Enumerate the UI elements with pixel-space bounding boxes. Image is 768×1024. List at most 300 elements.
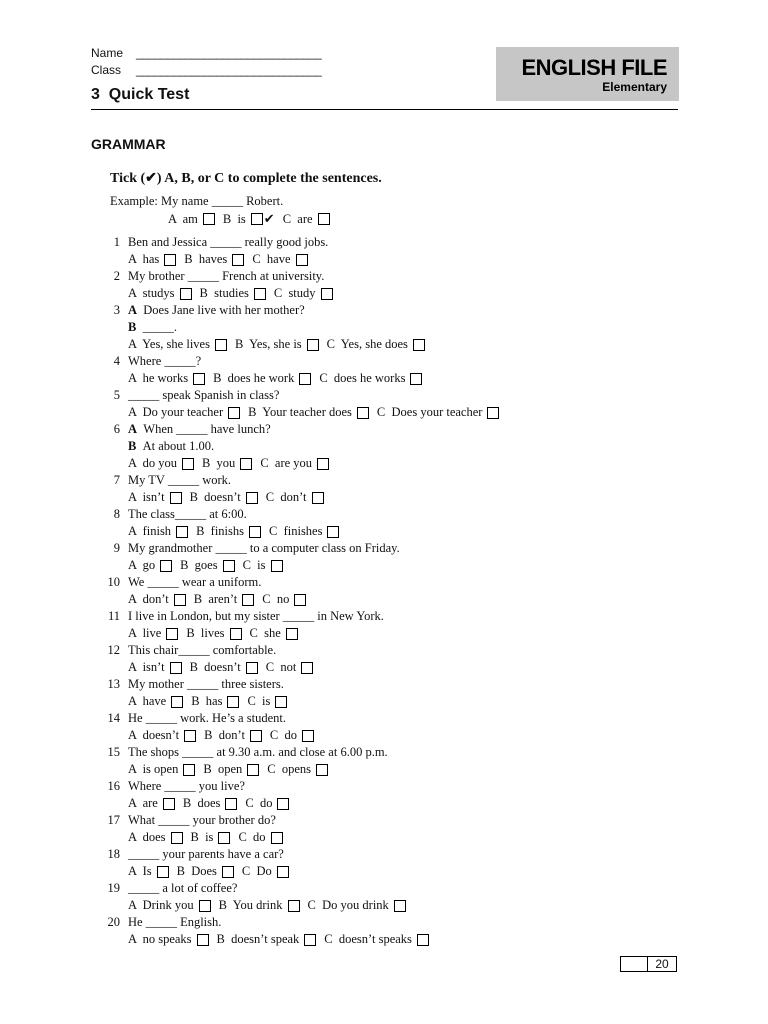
- option-label: C Yes, she does: [326, 337, 408, 351]
- option-c: [269, 523, 339, 540]
- question-line: [100, 438, 700, 455]
- question-text: [128, 302, 305, 319]
- option-c: [274, 285, 333, 302]
- question-12: [100, 642, 700, 676]
- option-label: A does: [128, 830, 166, 844]
- question-6: [100, 421, 700, 472]
- instructions: Tick (✔) A, B, or C to complete the sentences.: [110, 171, 382, 186]
- checkbox[interactable]: [193, 373, 205, 385]
- question-number: 9: [113, 541, 120, 555]
- checkbox[interactable]: [170, 492, 182, 504]
- checkbox[interactable]: [312, 492, 324, 504]
- checkbox[interactable]: [157, 866, 169, 878]
- answer-options: [128, 489, 332, 506]
- question-number: 11: [107, 609, 120, 623]
- checkbox[interactable]: [228, 407, 240, 419]
- option-label: B aren’t: [193, 592, 238, 606]
- question-line: [100, 642, 700, 659]
- logo-subtitle: Elementary: [602, 80, 667, 94]
- checkbox[interactable]: [247, 764, 259, 776]
- question-text: [128, 676, 284, 693]
- checkbox[interactable]: [163, 798, 175, 810]
- checkbox[interactable]: [182, 458, 194, 470]
- option-label: B Your teacher does: [248, 405, 352, 419]
- question-line: [100, 778, 700, 795]
- checkbox[interactable]: [254, 288, 266, 300]
- checkbox[interactable]: [413, 339, 425, 351]
- option-b: [200, 285, 266, 302]
- question-text: [128, 438, 214, 455]
- question-number: 20: [107, 915, 120, 929]
- question-text: [128, 472, 231, 489]
- option-label: A don’t: [128, 592, 169, 606]
- checkbox[interactable]: [307, 339, 319, 351]
- option-label: B Yes, she is: [234, 337, 302, 351]
- sentence: My mother _____ three sisters.: [128, 677, 284, 691]
- checkbox[interactable]: [170, 662, 182, 674]
- option-label: C study: [273, 286, 316, 300]
- option-a: [128, 795, 175, 812]
- checkbox[interactable]: [327, 526, 339, 538]
- option-a: [128, 829, 183, 846]
- question-text: [128, 268, 324, 285]
- option-b: [196, 523, 261, 540]
- checkbox[interactable]: [203, 213, 215, 225]
- option-label: B Does: [176, 864, 217, 878]
- option-label: C are you: [260, 456, 313, 470]
- option-b: [219, 897, 300, 914]
- answer-options: [128, 897, 414, 914]
- option-b: [191, 829, 231, 846]
- checkbox[interactable]: [277, 866, 289, 878]
- option-a: [128, 251, 176, 268]
- question-number: 10: [107, 575, 120, 589]
- checkbox[interactable]: [299, 373, 311, 385]
- question-text: [128, 778, 245, 795]
- checkbox[interactable]: [316, 764, 328, 776]
- checkbox[interactable]: [250, 730, 262, 742]
- question-number: 14: [107, 711, 120, 725]
- checkbox[interactable]: [251, 213, 263, 225]
- question-line: [100, 506, 700, 523]
- option-a: [128, 591, 186, 608]
- name-blank-line: ______________________________: [136, 46, 322, 60]
- option-b: [180, 557, 235, 574]
- question-text: [128, 812, 276, 829]
- question-17: [100, 812, 700, 846]
- checkbox[interactable]: [394, 900, 406, 912]
- option-label: C finishes: [269, 524, 323, 538]
- option-label: A is open: [128, 762, 179, 776]
- option-b: [190, 659, 258, 676]
- option-label: A finish: [128, 524, 172, 538]
- question-text: [128, 540, 400, 557]
- option-label: B doesn’t: [189, 660, 241, 674]
- options-line: [100, 370, 700, 387]
- options-line: [100, 557, 700, 574]
- option-c: [270, 727, 314, 744]
- question-text: [128, 846, 284, 863]
- option-label: A go: [128, 558, 156, 572]
- option-c: [245, 795, 289, 812]
- options-line: [100, 897, 700, 914]
- checkbox[interactable]: [246, 492, 258, 504]
- checkbox[interactable]: [271, 832, 283, 844]
- options-line: [100, 693, 700, 710]
- checkbox[interactable]: [246, 662, 258, 674]
- speaker-label: B: [128, 439, 137, 453]
- option-c: [327, 336, 425, 353]
- option-c: [247, 693, 287, 710]
- question-number: 2: [113, 269, 120, 283]
- checkbox[interactable]: [318, 213, 330, 225]
- option-c: [252, 251, 307, 268]
- option-label: A do you: [128, 456, 177, 470]
- option-label: B finishs: [196, 524, 244, 538]
- option-c: [238, 829, 282, 846]
- checkbox[interactable]: [197, 934, 209, 946]
- checkbox[interactable]: [321, 288, 333, 300]
- checkbox[interactable]: [160, 560, 172, 572]
- checkbox[interactable]: [227, 696, 239, 708]
- option-c: [308, 897, 406, 914]
- question-text: [128, 914, 221, 931]
- checkbox[interactable]: [304, 934, 316, 946]
- question-18: [100, 846, 700, 880]
- checkbox[interactable]: [240, 458, 252, 470]
- sentence: _____ speak Spanish in class?: [128, 388, 280, 402]
- option-b: [217, 931, 317, 948]
- options-line: [100, 455, 700, 472]
- checkbox[interactable]: [174, 594, 186, 606]
- question-text: [128, 574, 261, 591]
- sentence: Where _____?: [128, 354, 202, 368]
- checkbox[interactable]: [288, 900, 300, 912]
- question-9: [100, 540, 700, 574]
- speaker-label: A: [128, 422, 138, 436]
- answer-options: [128, 251, 316, 268]
- option-label: A has: [128, 252, 160, 266]
- option-label: B is: [190, 830, 214, 844]
- option-b: [203, 761, 259, 778]
- example-option-a: A am: [168, 212, 215, 227]
- question-line: [100, 234, 700, 251]
- option-b: [184, 251, 244, 268]
- option-label: A have: [128, 694, 167, 708]
- question-number: 3: [113, 303, 120, 317]
- question-11: [100, 608, 700, 642]
- option-c: [250, 625, 298, 642]
- sentence: I live in London, but my sister _____ in New York.: [128, 609, 384, 623]
- option-a: [128, 404, 240, 421]
- checkbox[interactable]: [271, 560, 283, 572]
- sentence: The shops _____ at 9.30 a.m. and close at 6.00 p.m.: [128, 745, 388, 759]
- option-label: A live: [128, 626, 162, 640]
- option-label: C don’t: [265, 490, 307, 504]
- option-b: [183, 795, 238, 812]
- question-number: 6: [113, 422, 120, 436]
- option-b: [186, 625, 241, 642]
- question-16: [100, 778, 700, 812]
- question-19: [100, 880, 700, 914]
- option-label: B You drink: [218, 898, 283, 912]
- answer-options: [128, 557, 291, 574]
- option-c: [324, 931, 429, 948]
- section-heading: GRAMMAR: [91, 136, 166, 152]
- answer-options: [128, 455, 337, 472]
- answer-options: [128, 693, 295, 710]
- option-label: C do: [238, 830, 266, 844]
- question-7: [100, 472, 700, 506]
- question-text: [128, 319, 177, 336]
- option-c: [319, 370, 422, 387]
- checkbox[interactable]: [171, 696, 183, 708]
- option-label: A Yes, she lives: [128, 337, 210, 351]
- checkbox[interactable]: [277, 798, 289, 810]
- sentence: My grandmother _____ to a computer class on Friday.: [128, 541, 400, 555]
- answer-options: [128, 795, 297, 812]
- option-label: B goes: [180, 558, 218, 572]
- answer-options: [128, 523, 347, 540]
- options-line: [100, 251, 700, 268]
- checkbox[interactable]: [164, 254, 176, 266]
- option-a: [128, 693, 183, 710]
- name-field-row: [91, 45, 321, 62]
- checkbox[interactable]: [176, 526, 188, 538]
- answer-options: [128, 591, 314, 608]
- option-label: C does he works: [319, 371, 406, 385]
- question-number: 13: [107, 677, 120, 691]
- sentence: The class_____ at 6:00.: [128, 507, 247, 521]
- question-line: [100, 319, 700, 336]
- options-line: [100, 285, 700, 302]
- sentence: When _____ have lunch?: [143, 422, 271, 436]
- option-a: [128, 625, 178, 642]
- option-label: A isn’t: [128, 660, 165, 674]
- options-line: [100, 404, 700, 421]
- options-line: [100, 489, 700, 506]
- question-number: 16: [107, 779, 120, 793]
- option-a: [128, 659, 182, 676]
- option-b: [248, 404, 369, 421]
- question-line: [100, 914, 700, 931]
- sentence: This chair_____ comfortable.: [128, 643, 277, 657]
- answer-options: [128, 659, 321, 676]
- option-label: B doesn’t speak: [216, 932, 300, 946]
- checkbox[interactable]: [230, 628, 242, 640]
- english-file-logo: [496, 47, 679, 101]
- checkbox[interactable]: [183, 764, 195, 776]
- example-sentence: Example: My name _____ Robert.: [110, 194, 284, 208]
- option-c: [267, 761, 328, 778]
- option-label: B haves: [184, 252, 228, 266]
- name-label: Name: [91, 46, 124, 60]
- checkbox[interactable]: [180, 288, 192, 300]
- question-line: [100, 710, 700, 727]
- option-b: [191, 693, 239, 710]
- option-b: [177, 863, 234, 880]
- question-4: [100, 353, 700, 387]
- checkbox[interactable]: [286, 628, 298, 640]
- page-number-box: [620, 956, 677, 972]
- checkbox[interactable]: [171, 832, 183, 844]
- checkbox[interactable]: [417, 934, 429, 946]
- class-field-row: [91, 62, 321, 79]
- option-label: B you: [201, 456, 236, 470]
- checkbox[interactable]: [215, 339, 227, 351]
- option-label: B studies: [199, 286, 249, 300]
- sentence: Where _____ you live?: [128, 779, 245, 793]
- options-line: [100, 795, 700, 812]
- options-line: [100, 336, 700, 353]
- option-label: B does he work: [213, 371, 295, 385]
- option-b: [213, 370, 311, 387]
- question-8: [100, 506, 700, 540]
- speaker-label: B: [128, 320, 137, 334]
- question-1: [100, 234, 700, 268]
- options-line: [100, 931, 700, 948]
- option-a: [128, 489, 182, 506]
- question-20: [100, 914, 700, 948]
- answer-options: [128, 761, 336, 778]
- option-label: B lives: [186, 626, 225, 640]
- checkbox[interactable]: [487, 407, 499, 419]
- question-line: [100, 846, 700, 863]
- option-c: [266, 659, 314, 676]
- option-label: C opens: [267, 762, 311, 776]
- question-line: [100, 574, 700, 591]
- question-number: 18: [107, 847, 120, 861]
- option-c: [242, 863, 289, 880]
- checkbox[interactable]: [249, 526, 261, 538]
- checkbox[interactable]: [296, 254, 308, 266]
- checkbox[interactable]: [232, 254, 244, 266]
- question-text: [128, 710, 286, 727]
- option-c: [266, 489, 324, 506]
- question-number: 8: [113, 507, 120, 521]
- option-a: [128, 931, 209, 948]
- option-a: [128, 557, 172, 574]
- options-line: [100, 591, 700, 608]
- question-14: [100, 710, 700, 744]
- option-label: C have: [252, 252, 291, 266]
- question-line: [100, 812, 700, 829]
- question-number: 12: [107, 643, 120, 657]
- options-line: [100, 829, 700, 846]
- checkbox[interactable]: [218, 832, 230, 844]
- question-line: [100, 472, 700, 489]
- option-label: A studys: [128, 286, 175, 300]
- question-number: 7: [113, 473, 120, 487]
- checkbox[interactable]: [223, 560, 235, 572]
- option-label: A are: [128, 796, 158, 810]
- question-line: [100, 540, 700, 557]
- option-c: [260, 455, 329, 472]
- answer-options: [128, 404, 507, 421]
- question-text: [128, 506, 247, 523]
- class-blank-line: ______________________________: [136, 63, 322, 77]
- option-b: [194, 591, 255, 608]
- question-text: [128, 421, 271, 438]
- sentence: Ben and Jessica _____ really good jobs.: [128, 235, 329, 249]
- checkbox[interactable]: [301, 662, 313, 674]
- option-b: [204, 727, 262, 744]
- option-a: [128, 727, 196, 744]
- sentence: We _____ wear a uniform.: [128, 575, 262, 589]
- option-a: [128, 336, 227, 353]
- option-label: B does: [182, 796, 221, 810]
- option-a: [128, 523, 188, 540]
- sentence: Does Jane live with her mother?: [143, 303, 305, 317]
- question-line: [100, 387, 700, 404]
- answer-options: [128, 285, 341, 302]
- example-option-c: C are: [283, 212, 330, 227]
- option-a: [128, 863, 169, 880]
- answer-options: [128, 336, 433, 353]
- option-label: C not: [265, 660, 297, 674]
- option-a: [128, 761, 195, 778]
- option-label: B open: [203, 762, 243, 776]
- option-label: C is: [242, 558, 266, 572]
- page-title: 3 Quick Test: [91, 86, 190, 103]
- question-number: 19: [107, 881, 120, 895]
- checkbox[interactable]: [294, 594, 306, 606]
- option-a: [128, 370, 205, 387]
- option-label: A doesn’t: [128, 728, 180, 742]
- checkbox[interactable]: [317, 458, 329, 470]
- option-c: [377, 404, 500, 421]
- checkbox[interactable]: [410, 373, 422, 385]
- option-label: C Does your teacher: [376, 405, 483, 419]
- question-number: 15: [107, 745, 120, 759]
- question-13: [100, 676, 700, 710]
- checkbox[interactable]: [302, 730, 314, 742]
- checkbox[interactable]: [166, 628, 178, 640]
- question-text: [128, 642, 276, 659]
- question-2: [100, 268, 700, 302]
- checkbox[interactable]: [222, 866, 234, 878]
- option-label: B doesn’t: [189, 490, 241, 504]
- option-label: A Is: [128, 864, 152, 878]
- checkbox[interactable]: [225, 798, 237, 810]
- options-line: [100, 863, 700, 880]
- question-number: 17: [107, 813, 120, 827]
- answer-options: [128, 727, 322, 744]
- question-15: [100, 744, 700, 778]
- checkbox[interactable]: [357, 407, 369, 419]
- answer-options: [128, 625, 306, 642]
- option-label: B has: [191, 694, 223, 708]
- answer-options: [128, 829, 291, 846]
- tick-mark-icon: ✔: [263, 211, 275, 226]
- checkbox[interactable]: [275, 696, 287, 708]
- option-a: [128, 455, 194, 472]
- checkbox[interactable]: [184, 730, 196, 742]
- checkbox[interactable]: [199, 900, 211, 912]
- option-label: C she: [249, 626, 281, 640]
- option-b: [235, 336, 319, 353]
- sentence: My TV _____ work.: [128, 473, 232, 487]
- option-c: [262, 591, 306, 608]
- option-label: B don’t: [204, 728, 245, 742]
- sentence: _____.: [142, 320, 177, 334]
- question-text: [128, 234, 328, 251]
- question-line: [100, 880, 700, 897]
- option-label: C Do: [241, 864, 272, 878]
- checkbox[interactable]: [242, 594, 254, 606]
- question-line: [100, 302, 700, 319]
- option-label: C Do you drink: [307, 898, 389, 912]
